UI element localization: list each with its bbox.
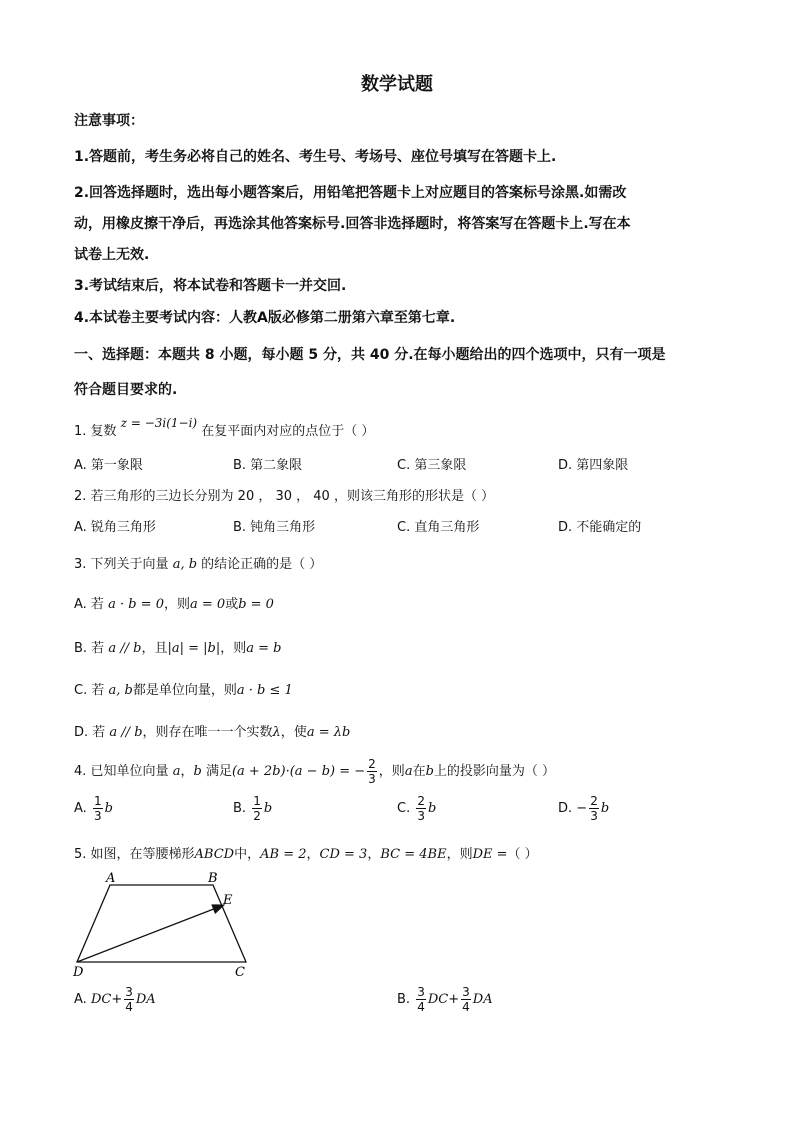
q3-option-b <box>74 637 281 656</box>
q4-option-b <box>233 795 272 822</box>
q4-d-label: D. <box>558 801 573 816</box>
q5-b-den-2: 4 <box>462 1000 470 1014</box>
q4-fraction <box>367 758 377 785</box>
label-a: A <box>106 871 116 886</box>
note-1: 1.答题前，考生务必将自己的姓名、考生号、考场号、座位号填写在答题卡上. <box>74 149 557 165</box>
q4-d-num: 2 <box>590 794 598 808</box>
q4-a-vec: b <box>104 801 113 816</box>
q4-stem-e: 上的投影向量为（ ） <box>433 764 556 779</box>
q4-vec-a: a <box>172 764 181 779</box>
q5-comma-1: ， <box>306 847 320 862</box>
q5-bc: BC = 4BE <box>380 847 447 862</box>
q4-c-num: 2 <box>417 794 425 808</box>
q3-a-label: A. 若 <box>74 597 104 612</box>
q4-c-den: 3 <box>417 809 425 823</box>
q5-b-den-1: 4 <box>417 1000 425 1014</box>
trapezoid-outline <box>77 885 246 962</box>
q4-b-den: 2 <box>253 809 261 823</box>
q1-option-b: B. 第二象限 <box>233 458 303 473</box>
q3-a-expr3: b = 0 <box>238 597 274 612</box>
q5-b-fraction-2 <box>461 986 471 1013</box>
q3-b-label: B. 若 <box>74 641 105 656</box>
q5-option-b <box>397 986 493 1013</box>
q5-ab: AB = 2 <box>260 847 307 862</box>
q5-b-num-2: 3 <box>462 985 470 999</box>
q4-stem-d: 在 <box>412 764 426 779</box>
notes-heading: 注意事项： <box>74 113 144 129</box>
q4-stem-b: 满足 <box>205 764 232 779</box>
q4-option-c <box>397 795 436 822</box>
question-4 <box>74 758 555 785</box>
note-2-line-1: 2.回答选择题时，选出每小题答案后，用铅笔把答题卡上对应题目的答案标号涂黑.如需改 <box>74 185 627 201</box>
q2-option-b: B. 钝角三角形 <box>233 520 316 535</box>
q3-vectors: a, b <box>172 557 198 572</box>
q5-stem-c: ，则 <box>446 847 473 862</box>
q5-b-fraction-1 <box>416 986 426 1013</box>
q4-sep: ， <box>180 764 194 779</box>
q4-d-sign: − <box>576 801 588 816</box>
q4-a-num: 1 <box>93 794 102 808</box>
q4-frac-den: 3 <box>368 772 376 786</box>
q4-a-den: 3 <box>93 809 102 823</box>
vector-de-arrow <box>77 905 224 962</box>
q3-d-expr: a // b <box>109 725 143 740</box>
q4-a-label: A. <box>74 801 87 816</box>
q5-a-label: A. <box>74 992 87 1007</box>
q3-a-expr: a · b = 0 <box>108 597 164 612</box>
q4-frac-num: 2 <box>368 757 376 771</box>
q5-stem-a: 5. 如图，在等腰梯形 <box>74 847 195 862</box>
q4-b-num: 1 <box>253 794 261 808</box>
q3-option-a <box>74 593 274 612</box>
q3-a-mid: ，则 <box>163 597 190 612</box>
section-heading-line-2: 符合题目要求的. <box>74 382 178 398</box>
q4-b-label: B. <box>233 801 247 816</box>
label-c: C <box>235 965 245 980</box>
q5-b-label: B. <box>397 992 411 1007</box>
question-1 <box>74 416 375 439</box>
q4-vec-b: b <box>193 764 202 779</box>
q3-d-label: D. 若 <box>74 725 106 740</box>
note-3: 3.考试结束后，将本试卷和答题卡一并交回. <box>74 278 347 294</box>
q4-c-vec: b <box>428 801 437 816</box>
q5-b-vec2: DA <box>472 992 493 1007</box>
q4-a-fraction <box>93 795 103 822</box>
q4-d-fraction <box>589 795 599 822</box>
q5-abcd: ABCD <box>194 847 235 862</box>
q3-d-mid: ，则存在唯一一个实数 <box>142 725 273 740</box>
q2-option-d: D. 不能确定的 <box>558 520 642 535</box>
q5-b-num-1: 3 <box>417 985 425 999</box>
q1-expression: z = −3i(1−i) <box>120 416 198 430</box>
q4-stem-c: ，则 <box>378 764 405 779</box>
q5-de: DE = <box>472 847 508 862</box>
note-4: 4.本试卷主要考试内容：人教A版必修第二册第六章至第七章. <box>74 310 456 326</box>
q5-comma-2: ， <box>367 847 381 862</box>
q4-c-fraction <box>416 795 426 822</box>
q4-option-a <box>74 795 113 822</box>
q5-a-plus: + <box>111 992 123 1007</box>
q1-option-c: C. 第三象限 <box>397 458 467 473</box>
q3-a-mid2: 或 <box>225 597 239 612</box>
q1-option-d: D. 第四象限 <box>558 458 629 473</box>
q3-b-mid: ，且 <box>141 641 168 656</box>
question-2: 2. 若三角形的三边长分别为 20 ， 30 ， 40 ，则该三角形的形状是（ ） <box>74 489 495 504</box>
q4-d-vec: b <box>600 801 610 816</box>
q3-b-expr: a // b <box>108 641 142 656</box>
q3-stem-a: 3. 下列关于向量 <box>74 557 169 572</box>
q3-d-mid2: ，使 <box>280 725 307 740</box>
q3-c-mid: 都是单位向量，则 <box>132 683 237 698</box>
q3-b-expr3: a = b <box>246 641 282 656</box>
q3-c-label: C. 若 <box>74 683 105 698</box>
q4-vec-a-2: a <box>404 764 413 779</box>
q4-d-den: 3 <box>590 809 598 823</box>
q3-b-mid2: ，则 <box>220 641 247 656</box>
q3-a-expr2: a = 0 <box>190 597 226 612</box>
q4-stem-a: 4. 已知单位向量 <box>74 764 169 779</box>
label-b: B <box>208 871 218 886</box>
q3-option-d <box>74 721 350 740</box>
note-2-line-2: 动，用橡皮擦干净后，再选涂其他答案标号.回答非选择题时，将答案写在答题卡上.写在本 <box>74 216 631 232</box>
q4-vec-b-2: b <box>425 764 434 779</box>
q4-option-d <box>558 795 609 822</box>
note-2-line-3: 试卷上无效. <box>74 247 150 263</box>
q5-option-a <box>74 986 156 1013</box>
q1-option-a: A. 第一象限 <box>74 458 143 473</box>
question-3 <box>74 553 322 572</box>
q4-c-label: C. <box>397 801 411 816</box>
q5-a-vec1: DC <box>90 992 112 1007</box>
page-title: 数学试题 <box>361 74 433 95</box>
q5-a-num: 3 <box>125 985 133 999</box>
q3-stem-b: 的结论正确的是（ ） <box>201 557 323 572</box>
section-heading-line-1: 一、选择题：本题共 8 小题，每小题 5 分，共 40 分.在每小题给出的四个选项中，只有一项是 <box>74 347 666 363</box>
q3-option-c <box>74 679 293 698</box>
q4-expression: (a + 2b)·(a − b) = − <box>231 764 366 779</box>
q2-option-a: A. 锐角三角形 <box>74 520 156 535</box>
q3-c-expr: a, b <box>108 683 133 698</box>
trapezoid-figure <box>68 870 268 980</box>
q5-cd: CD = 3 <box>319 847 368 862</box>
q5-stem-d: （ ） <box>507 847 538 862</box>
q5-stem-b: 中， <box>234 847 261 862</box>
q2-option-c: C. 直角三角形 <box>397 520 480 535</box>
question-5 <box>74 843 538 862</box>
q5-a-fraction <box>124 986 134 1013</box>
q3-d-expr3: a = λb <box>306 725 351 740</box>
q5-b-vec1: DC <box>427 992 449 1007</box>
q1-prefix: 1. 复数 <box>74 424 117 439</box>
q5-a-den: 4 <box>125 1000 133 1014</box>
q5-a-vec2: DA <box>135 992 156 1007</box>
q4-b-fraction <box>252 795 262 822</box>
label-d: D <box>73 965 84 980</box>
label-e: E <box>223 893 233 908</box>
q1-suffix: 在复平面内对应的点位于（ ） <box>201 424 375 439</box>
q3-d-expr2: λ <box>272 725 281 740</box>
q5-b-plus: + <box>448 992 460 1007</box>
q3-b-expr2: |a| = |b| <box>167 641 221 656</box>
q3-c-expr2: a · b ≤ 1 <box>236 683 293 698</box>
q4-b-vec: b <box>263 801 273 816</box>
